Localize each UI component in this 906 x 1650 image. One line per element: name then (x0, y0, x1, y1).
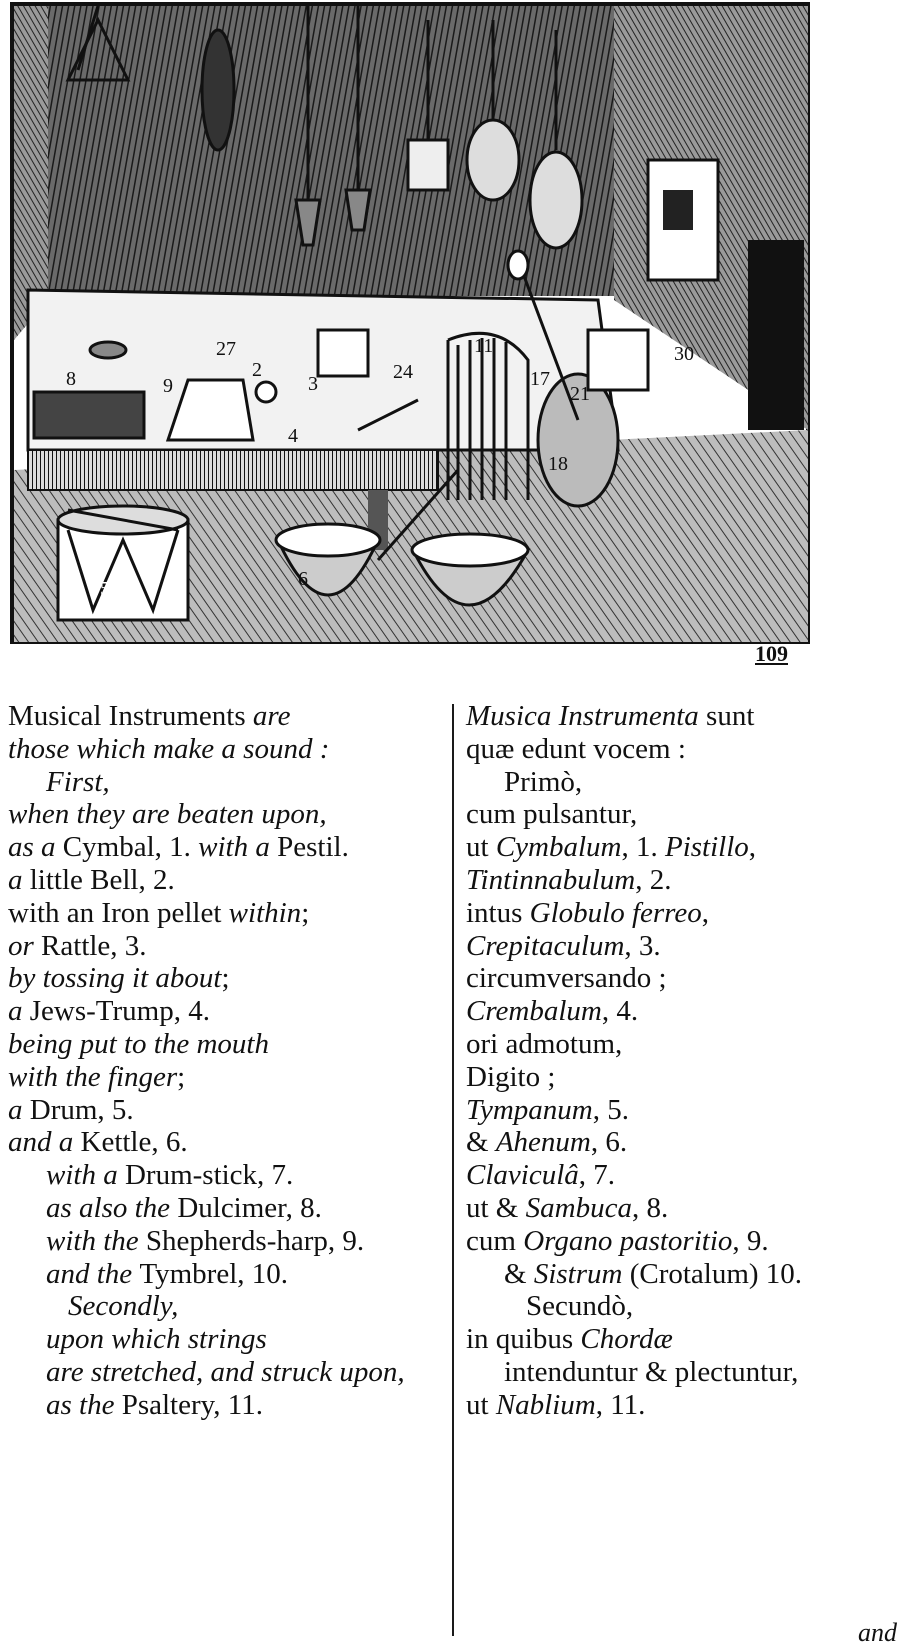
text-segment: by tossing it about (8, 962, 222, 995)
text-segment: with a (46, 1159, 125, 1192)
english-line (8, 1159, 405, 1192)
text-segment: , 6. (590, 1126, 628, 1159)
callout-30: 30 (674, 343, 694, 365)
callout-11: 11 (474, 335, 494, 357)
column-divider (452, 704, 454, 1636)
text-segment: Ahenum (495, 1126, 591, 1159)
text-segment: when they are beaten upon, (8, 798, 327, 831)
text-segment: upon which strings (46, 1323, 267, 1356)
latin-line (466, 1323, 802, 1356)
callout-24: 24 (393, 361, 413, 383)
english-line (8, 1389, 405, 1422)
english-line (8, 1028, 405, 1061)
text-segment: being put to the mouth (8, 1027, 269, 1060)
text-segment: First, (46, 765, 110, 798)
text-segment: , 9. (732, 1224, 769, 1257)
latin-text-column (466, 700, 802, 1422)
english-line (8, 700, 405, 733)
english-line (8, 995, 405, 1028)
latin-line (466, 962, 802, 995)
text-segment: with a (198, 831, 278, 864)
text-segment: Primò, (504, 765, 583, 798)
callout-9: 9 (163, 375, 173, 397)
latin-line (466, 700, 802, 733)
catchword: and (858, 1618, 897, 1647)
english-line (8, 831, 405, 864)
english-line (8, 897, 405, 930)
text-segment: Psaltery, 11. (121, 1388, 263, 1421)
english-line (8, 1356, 405, 1389)
text-segment: Sistrum (533, 1257, 623, 1290)
text-segment: with the finger (8, 1060, 178, 1093)
text-segment: are stretched, and struck upon, (46, 1355, 405, 1388)
text-segment: Secondly, (68, 1290, 179, 1323)
english-line (8, 1290, 405, 1323)
text-segment: Tintinnabulum (466, 863, 636, 896)
text-segment: within (228, 896, 302, 929)
callout-2: 2 (252, 359, 262, 381)
latin-line (466, 798, 802, 831)
text-segment: & (504, 1257, 534, 1290)
latin-line (466, 1225, 802, 1258)
text-segment: Drum-stick, 7. (124, 1159, 294, 1192)
text-segment: Dulcimer, 8. (177, 1191, 322, 1224)
latin-line (466, 1389, 802, 1422)
plate-number: 109 (755, 641, 788, 666)
text-segment: ; (301, 896, 310, 929)
text-segment: , (701, 896, 710, 929)
text-segment: a (8, 863, 30, 896)
text-segment: Crembalum (466, 995, 602, 1028)
latin-line (466, 1356, 802, 1389)
text-segment: a (8, 995, 30, 1028)
callout-27: 27 (216, 338, 236, 360)
text-segment: , 8. (631, 1191, 669, 1224)
latin-line (466, 1061, 802, 1094)
text-segment: , 5. (592, 1093, 629, 1126)
text-segment: Musica Instrumenta (466, 700, 707, 732)
text-segment: Organo pastoritio (523, 1224, 733, 1257)
text-segment: little Bell, 2. (29, 863, 175, 896)
latin-line (466, 1126, 802, 1159)
english-line (8, 1061, 405, 1094)
text-segment: ut (466, 1388, 496, 1421)
text-segment: & (466, 1126, 496, 1159)
english-line (8, 798, 405, 831)
text-segment: ; (221, 962, 230, 995)
latin-line (466, 1028, 802, 1061)
text-segment: , 11. (595, 1388, 646, 1421)
callout-21: 21 (570, 383, 590, 405)
callout-8: 8 (66, 368, 76, 390)
latin-line (466, 1290, 802, 1323)
text-segment: with the (46, 1224, 146, 1257)
text-segment: cum (466, 1224, 524, 1257)
latin-line (466, 864, 802, 897)
text-segment: Jews-Trump, 4. (29, 995, 210, 1028)
text-segment: (Crotalum) 10. (622, 1257, 803, 1290)
text-segment: , 7. (578, 1159, 616, 1192)
woodcut-illustration (8, 0, 816, 660)
text-segment: Secundò, (526, 1290, 634, 1323)
text-segment: Cymbalum (495, 831, 622, 864)
callout-3: 3 (308, 373, 318, 395)
callout-6: 6 (298, 568, 308, 590)
text-segment: circumversando ; (466, 962, 667, 995)
english-text-column (8, 700, 405, 1422)
text-segment: quæ edunt vocem : (466, 732, 686, 765)
text-segment: with an Iron pellet (8, 896, 229, 929)
text-segment: Sambuca (525, 1191, 632, 1224)
text-segment: ; (177, 1060, 186, 1093)
text-segment: , (748, 831, 757, 864)
latin-line (466, 1094, 802, 1127)
text-segment: or (8, 929, 42, 962)
text-segment: Pistillo (664, 831, 749, 864)
text-segment: cum pulsantur, (466, 798, 638, 831)
text-segment: , 2. (635, 863, 672, 896)
latin-line (466, 1159, 802, 1192)
latin-line (466, 766, 802, 799)
text-segment: as also the (46, 1191, 178, 1224)
text-segment: Globulo ferreo (529, 896, 702, 929)
latin-line (466, 995, 802, 1028)
text-segment: intus (466, 896, 530, 929)
english-line (8, 1192, 405, 1225)
english-line (8, 766, 405, 799)
text-segment: Drum, 5. (29, 1093, 134, 1126)
text-segment: intenduntur & plectuntur, (504, 1355, 799, 1388)
english-line (8, 930, 405, 963)
english-line (8, 1225, 405, 1258)
text-segment: , 4. (601, 995, 639, 1028)
text-segment: ori admotum, (466, 1027, 623, 1060)
text-segment: sunt (706, 700, 755, 732)
text-segment: Musical Instruments (8, 700, 253, 732)
callout-4: 4 (288, 425, 298, 447)
text-segment: Digito ; (466, 1060, 556, 1093)
latin-line (466, 897, 802, 930)
english-line (8, 733, 405, 766)
text-segment: , 1. (621, 831, 665, 864)
text-segment: Rattle, 3. (41, 929, 147, 962)
text-segment: Tymbrel, 10. (139, 1257, 289, 1290)
callout-5: 5 (100, 578, 110, 600)
text-segment: as the (46, 1388, 122, 1421)
text-segment: Claviculâ (466, 1159, 579, 1192)
latin-line (466, 1192, 802, 1225)
text-segment: Kettle, 6. (80, 1126, 188, 1159)
text-segment: a (8, 1093, 30, 1126)
text-segment: Chordæ (580, 1323, 673, 1356)
latin-line (466, 930, 802, 963)
text-segment: Crepitaculum (466, 929, 625, 962)
text-segment: Nablium (495, 1388, 596, 1421)
text-segment: and a (8, 1126, 81, 1159)
music-room-engraving (8, 0, 816, 660)
text-segment: those which make a sound : (8, 732, 330, 765)
english-line (8, 1323, 405, 1356)
latin-line (466, 733, 802, 766)
text-segment: and the (46, 1257, 140, 1290)
callout-17: 17 (530, 368, 550, 390)
english-line (8, 1126, 405, 1159)
text-segment: in quibus (466, 1323, 581, 1356)
latin-line (466, 831, 802, 864)
english-line (8, 1094, 405, 1127)
latin-line (466, 1258, 802, 1291)
english-line (8, 864, 405, 897)
english-line (8, 962, 405, 995)
text-segment: Tympanum (466, 1093, 593, 1126)
text-segment: Shepherds-harp, 9. (145, 1224, 365, 1257)
text-segment: , 3. (624, 929, 661, 962)
text-segment: ut & (466, 1191, 526, 1224)
text-segment: ut (466, 831, 496, 864)
text-segment: Cymbal, 1. (62, 831, 199, 864)
english-line (8, 1258, 405, 1291)
text-segment: Pestil. (277, 831, 349, 864)
callout-18: 18 (548, 453, 568, 475)
text-segment: as a (8, 831, 63, 864)
text-segment: are (252, 700, 291, 732)
